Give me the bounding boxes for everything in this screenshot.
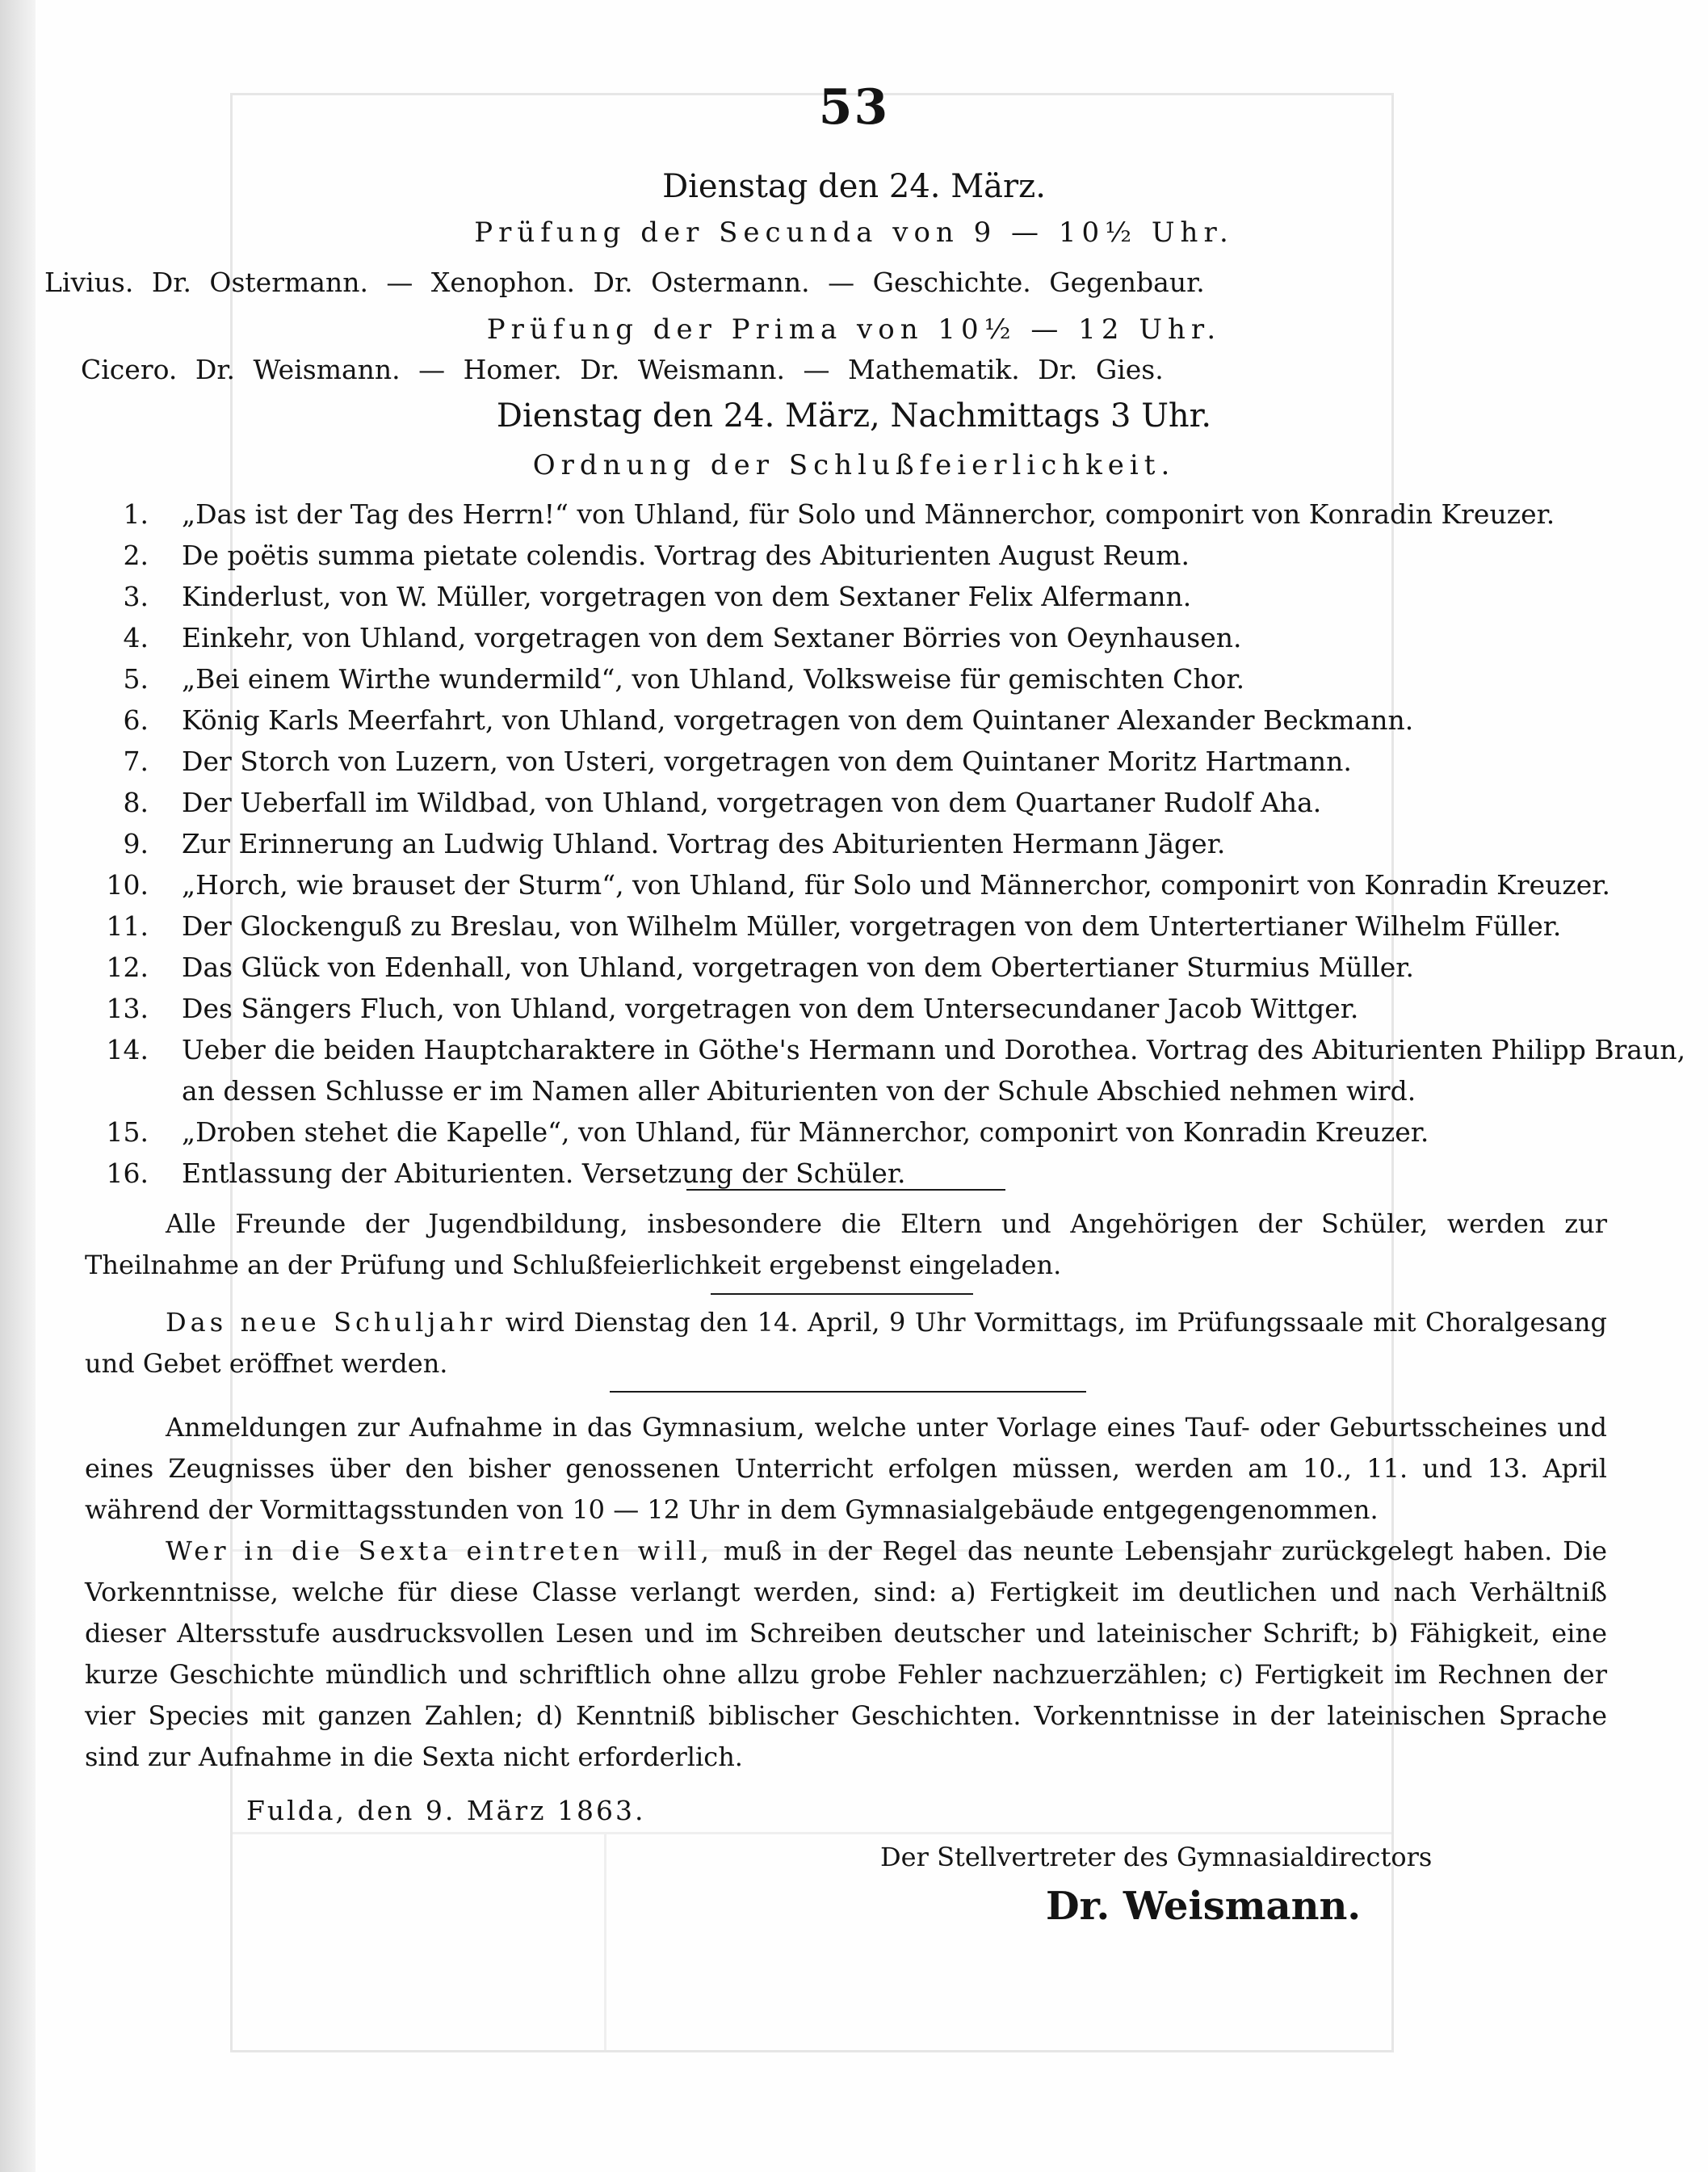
program-item xyxy=(97,1153,1623,1194)
sexta-requirements-paragraph xyxy=(85,1531,1607,1778)
new-school-year-lead: Das neue Schuljahr xyxy=(166,1307,497,1338)
page-number: 53 xyxy=(818,79,890,136)
sexta-requirements-lead: Wer in die Sexta eintreten will, xyxy=(166,1536,713,1566)
program-item-number: 9. xyxy=(123,828,149,859)
program-item xyxy=(97,658,1623,699)
secunda-exam-heading: Prüfung der Secunda von 9 — 10½ Uhr. xyxy=(474,216,1234,249)
program-item-number: 2. xyxy=(123,540,149,571)
program-item-text: Der Ueberfall im Wildbad, von Uhland, vorgetragen von dem Quartaner Rudolf Aha. xyxy=(182,787,1322,818)
registration-text: Anmeldungen zur Aufnahme in das Gymnasium, welche unter Vorlage eines Tauf- oder Geburtsscheines und eines Zeugnisses über den bisher genossenen Unterricht erfolgen müssen, werden am 10., 11. und 13. April während der Vormittagsstunden von 10 — 12 Uhr in dem Gymnasialgebäude entgegengenommen. xyxy=(85,1412,1607,1525)
program-item-number: 7. xyxy=(123,746,149,777)
program-item-text: De poëtis summa pietate colendis. Vortrag des Abiturienten August Reum. xyxy=(182,540,1190,571)
program-item-number: 11. xyxy=(106,910,149,942)
separator-rule xyxy=(711,1293,973,1295)
separator-rule xyxy=(610,1391,1086,1393)
program-item xyxy=(97,905,1623,947)
signature-name: Dr. Weismann. xyxy=(1046,1884,1362,1929)
new-school-year-paragraph xyxy=(85,1302,1607,1384)
program-item xyxy=(97,823,1623,864)
program-item xyxy=(97,617,1623,658)
program-item-number: 4. xyxy=(123,622,149,653)
invitation-paragraph xyxy=(85,1204,1607,1286)
new-school-year-text: wird Dienstag den 14. April, 9 Uhr Vormittags, im Prüfungssaale mit Choralgesang und Gebet eröffnet werden. xyxy=(85,1307,1608,1379)
ceremony-program-list xyxy=(97,494,1686,1194)
sexta-requirements-text: muß in der Regel das neunte Lebensjahr zurückgelegt haben. Die Vorkenntnisse, welche für diese Classe verlangt werden, sind: a) Fertigkeit im deutlichen und nach Verhältniß dieser Altersstufe ausdrucksvollen Lesen und im Schreiben deutscher und lateinischer Schrift; b) Fähigkeit, eine kurze Geschichte mündlich und schriftlich ohne allzu grobe Fehler nachzuerzählen; c) Fertigkeit im Rechnen der vier Species mit ganzen Zahlen; d) Kenntniß biblischer Geschichten. Vorkenntnisse in der lateinischen Sprache sind zur Aufnahme in die Sexta nicht erforderlich. xyxy=(85,1536,1608,1772)
program-item-text: Ueber die beiden Hauptcharaktere in Göthe's Hermann und Dorothea. Vortrag des Abiturienten Philipp Braun, an dessen Schlusse er im Namen aller Abiturienten von der Schule Abschied nehmen wird. xyxy=(182,1034,1686,1107)
invitation-text: Alle Freunde der Jugendbildung, insbesondere die Eltern und Angehörigen der Schüler, werden zur Theilnahme an der Prüfung und Schlußfeierlichkeit ergebenst eingeladen. xyxy=(85,1208,1607,1280)
dateline: Fulda, den 9. März 1863. xyxy=(246,1795,646,1826)
prima-exam-subjects: Cicero. Dr. Weismann. — Homer. Dr. Weismann. — Mathematik. Dr. Gies. xyxy=(81,354,1164,385)
secunda-exam-subjects: Livius. Dr. Ostermann. — Xenophon. Dr. Ostermann. — Geschichte. Gegenbaur. xyxy=(44,267,1205,298)
program-item-text: „Droben stehet die Kapelle“, von Uhland, für Männerchor, componirt von Konradin Kreuzer. xyxy=(182,1116,1429,1148)
program-item-number: 1. xyxy=(123,498,149,530)
program-item-number: 12. xyxy=(106,952,149,983)
signature-role: Der Stellvertreter des Gymnasialdirectors xyxy=(880,1842,1433,1872)
program-item-number: 5. xyxy=(123,663,149,695)
program-item-text: Zur Erinnerung an Ludwig Uhland. Vortrag des Abiturienten Hermann Jäger. xyxy=(182,828,1226,859)
program-item xyxy=(97,1111,1623,1153)
program-item-number: 3. xyxy=(123,581,149,612)
program-item-number: 6. xyxy=(123,704,149,736)
program-item xyxy=(97,988,1623,1029)
program-item-text: „Horch, wie brauset der Sturm“, von Uhland, für Solo und Männerchor, componirt von Konradin Kreuzer. xyxy=(182,869,1610,901)
afternoon-day-heading: Dienstag den 24. März, Nachmittags 3 Uhr. xyxy=(496,397,1212,435)
program-item xyxy=(97,864,1623,905)
program-item-text: Kinderlust, von W. Müller, vorgetragen von dem Sextaner Felix Alfermann. xyxy=(182,581,1192,612)
program-item xyxy=(97,947,1623,988)
program-item-text: Der Storch von Luzern, von Usteri, vorgetragen von dem Quintaner Moritz Hartmann. xyxy=(182,746,1352,777)
morning-day-heading: Dienstag den 24. März. xyxy=(662,168,1046,205)
program-item xyxy=(97,494,1623,535)
program-item-text: Des Sängers Fluch, von Uhland, vorgetragen von dem Untersecundaner Jacob Wittger. xyxy=(182,993,1359,1024)
program-item-text: Das Glück von Edenhall, von Uhland, vorgetragen von dem Obertertianer Sturmius Müller. xyxy=(182,952,1414,983)
program-item xyxy=(97,782,1623,823)
ceremony-order-heading: Ordnung der Schlußfeierlichkeit. xyxy=(532,449,1176,481)
program-item xyxy=(97,699,1623,741)
program-item-number: 8. xyxy=(123,787,149,818)
program-item-text: „Das ist der Tag des Herrn!“ von Uhland, für Solo und Männerchor, componirt von Konradin Kreuzer. xyxy=(182,498,1555,530)
bleed-through-line xyxy=(233,1832,1391,1834)
program-item-text: Entlassung der Abiturienten. Versetzung der Schüler. xyxy=(182,1157,906,1189)
bleed-through-line xyxy=(604,1832,606,2050)
program-item xyxy=(97,741,1623,782)
program-item-text: Der Glockenguß zu Breslau, von Wilhelm Müller, vorgetragen von dem Untertertianer Wilhelm Füller. xyxy=(182,910,1562,942)
registration-paragraph xyxy=(85,1407,1607,1531)
program-item-text: Einkehr, von Uhland, vorgetragen von dem Sextaner Börries von Oeynhausen. xyxy=(182,622,1242,653)
program-item xyxy=(97,1029,1686,1111)
program-item-number: 15. xyxy=(106,1116,149,1148)
program-item-number: 10. xyxy=(106,869,149,901)
program-item-number: 14. xyxy=(106,1034,149,1065)
program-item xyxy=(97,535,1623,576)
program-item xyxy=(97,576,1623,617)
program-item-number: 13. xyxy=(106,993,149,1024)
separator-rule xyxy=(686,1189,1005,1191)
program-item-text: König Karls Meerfahrt, von Uhland, vorgetragen von dem Quintaner Alexander Beckmann. xyxy=(182,704,1414,736)
program-item-text: „Bei einem Wirthe wundermild“, von Uhland, Volksweise für gemischten Chor. xyxy=(182,663,1245,695)
prima-exam-heading: Prüfung der Prima von 10½ — 12 Uhr. xyxy=(486,313,1222,346)
program-item-number: 16. xyxy=(106,1157,149,1189)
